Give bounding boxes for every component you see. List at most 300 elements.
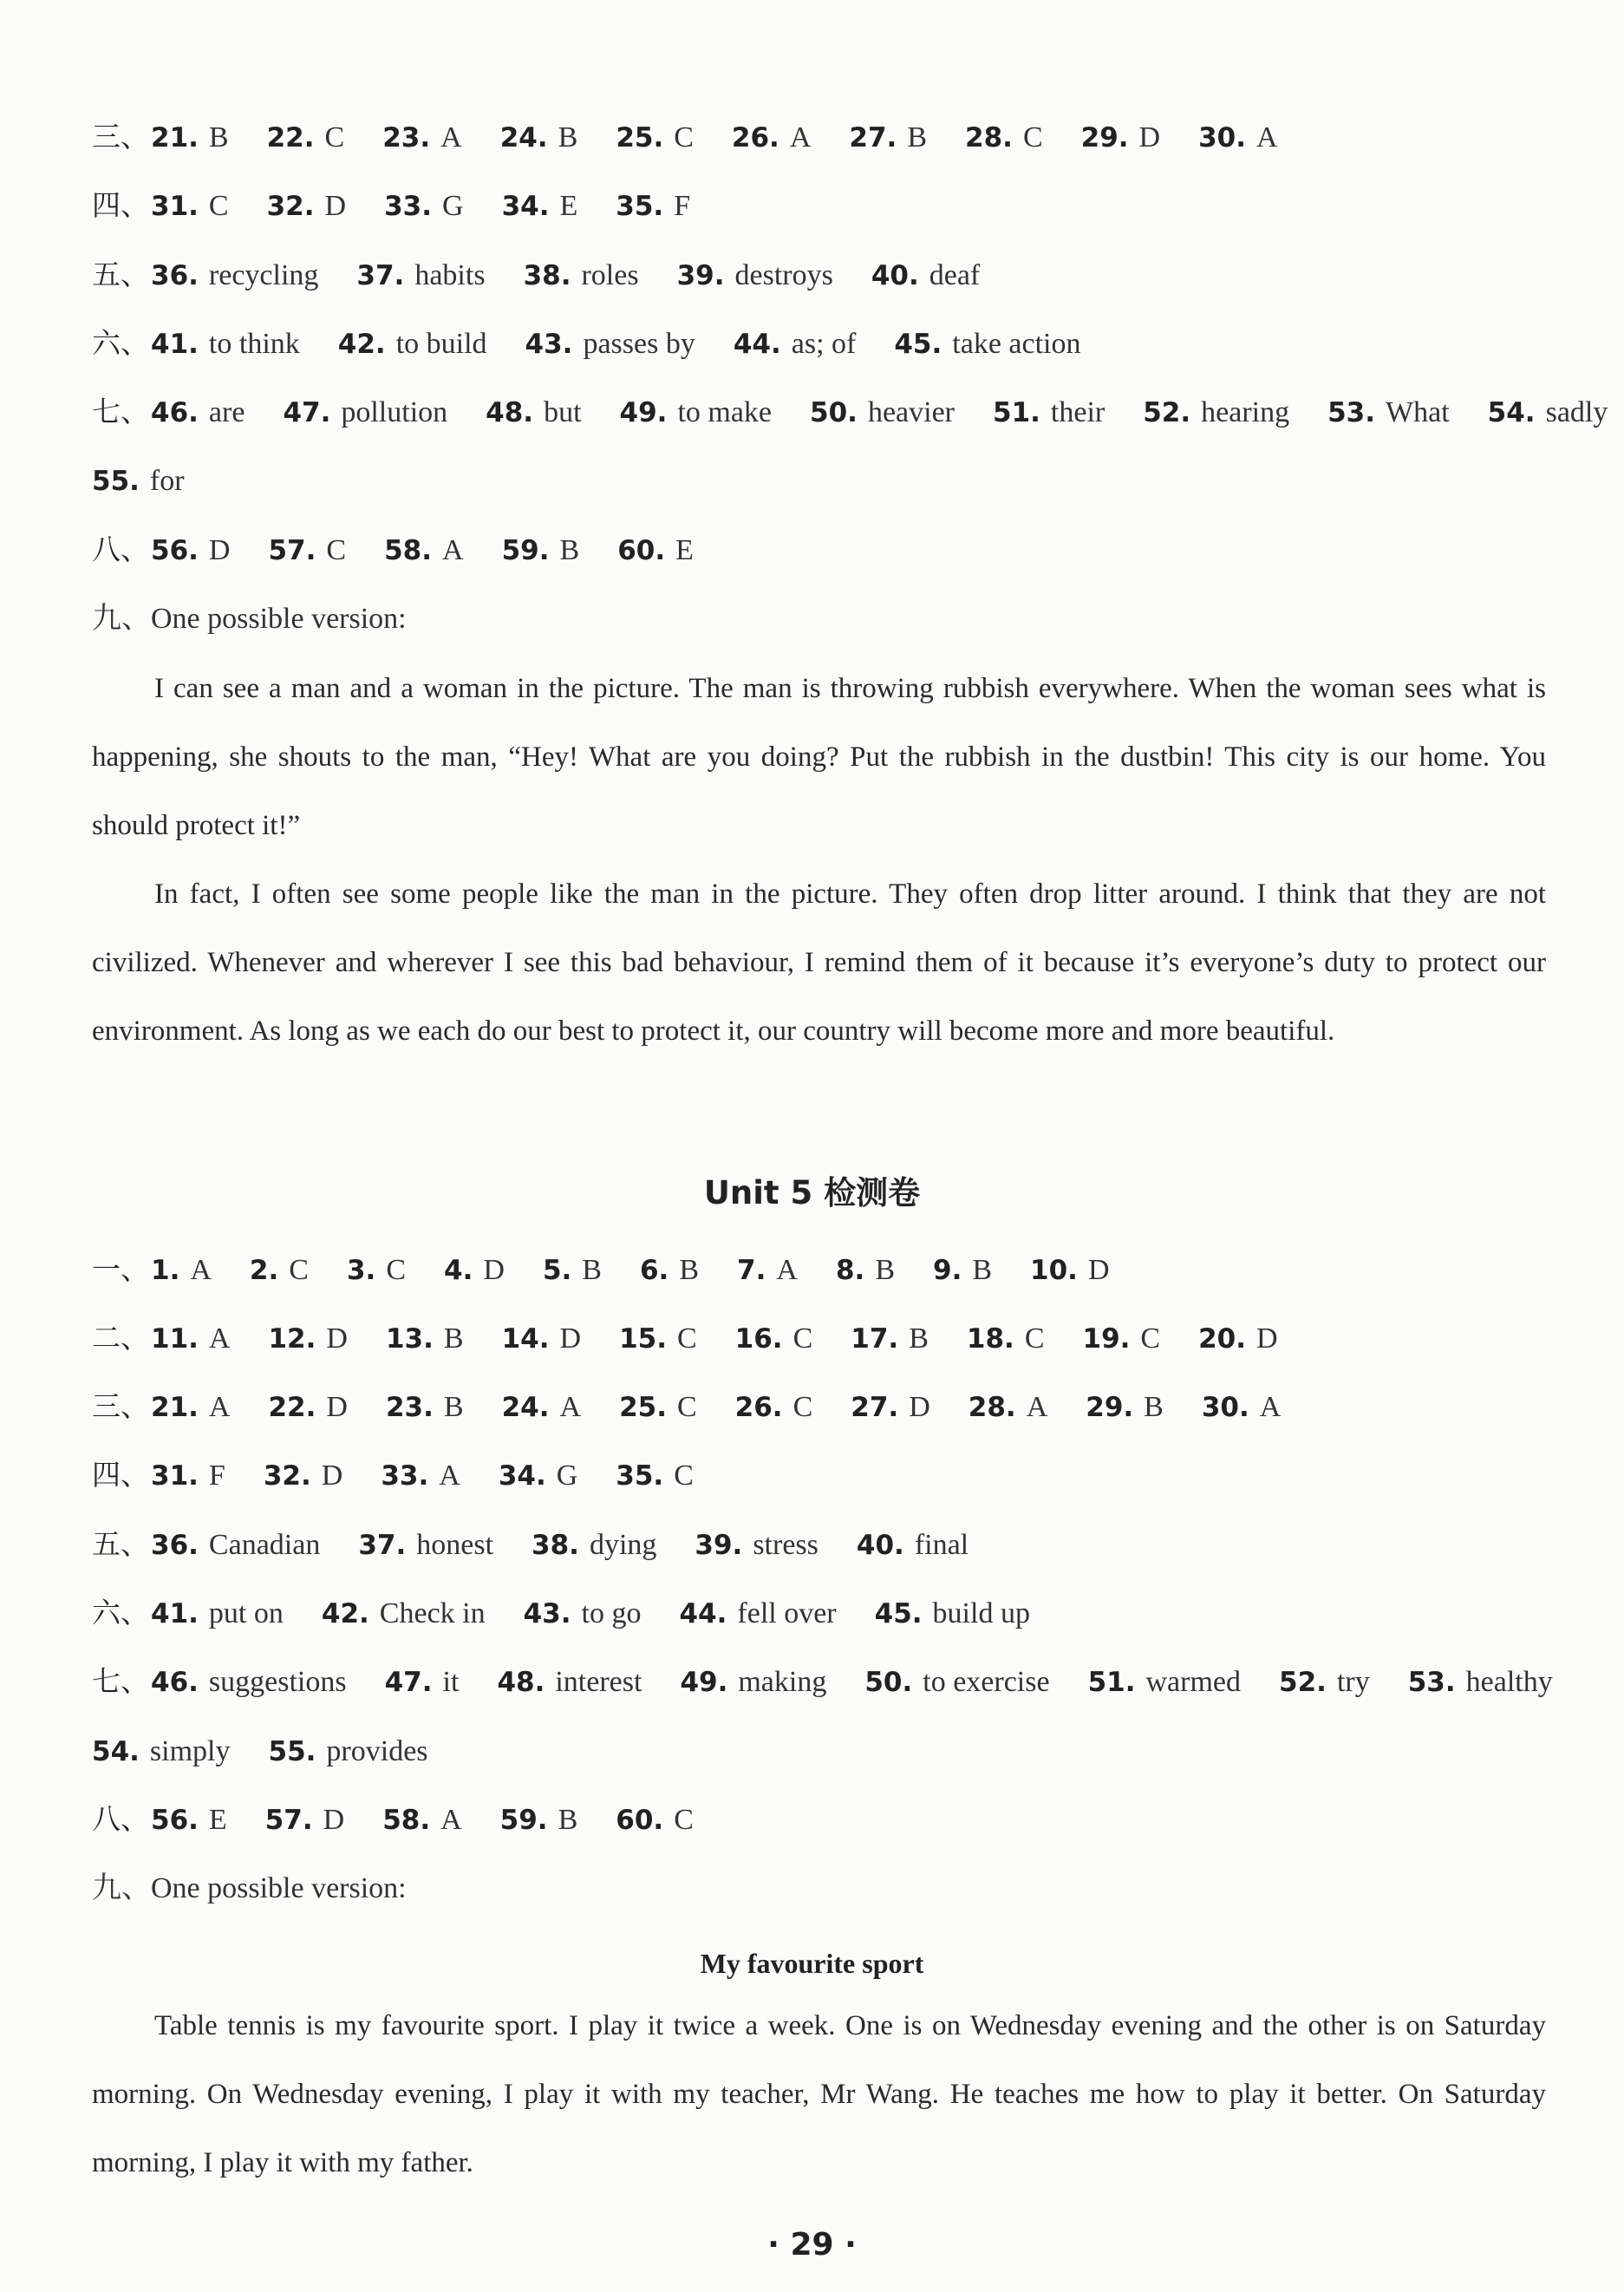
question-number: 43.: [525, 329, 573, 360]
question-number: 37.: [356, 260, 405, 291]
question-number: 17.: [851, 1323, 899, 1355]
answer-item: [151, 1321, 230, 1355]
answer-text: C: [386, 1254, 407, 1286]
answer-item: [735, 1321, 813, 1355]
question-number: 28.: [965, 122, 1013, 153]
answer-text: C: [676, 1322, 697, 1355]
answer-item: [382, 120, 461, 153]
answer-text: E: [208, 1804, 227, 1836]
answer-text: heavier: [867, 396, 955, 428]
answer-text: D: [208, 534, 231, 566]
answer-text: healthy: [1465, 1666, 1553, 1698]
answer-item: [381, 1458, 460, 1492]
answer-item: [735, 1389, 813, 1423]
answer-item: [857, 1527, 969, 1561]
answer-text: B: [208, 121, 229, 153]
p1-row-5: [92, 258, 1546, 293]
section-marker: 四、: [92, 1458, 149, 1492]
answer-item: [851, 1389, 929, 1423]
answer-item: [151, 1458, 225, 1492]
question-number: 24.: [501, 1392, 550, 1423]
answer-text: to think: [208, 328, 300, 360]
section-marker: 七、: [92, 395, 149, 428]
answer-item: [151, 258, 318, 291]
answer-item: [734, 326, 857, 360]
question-number: 33.: [381, 1460, 429, 1492]
answer-text: roles: [581, 259, 639, 291]
question-number: 22.: [266, 122, 315, 153]
answer-text: D: [1256, 1322, 1278, 1355]
p1-row-7-cont: [92, 463, 1546, 499]
answer-text: habits: [414, 259, 486, 291]
question-number: 36.: [151, 260, 199, 291]
question-number: 8.: [835, 1255, 865, 1286]
answer-text: A: [776, 1254, 798, 1286]
question-number: 48.: [486, 397, 534, 428]
question-number: 35.: [616, 1460, 664, 1492]
question-number: 33.: [384, 191, 433, 222]
answer-text: build up: [932, 1597, 1030, 1629]
section-marker: 一、: [92, 1252, 149, 1286]
answer-text: A: [1256, 121, 1278, 153]
question-number: 45.: [874, 1598, 923, 1629]
p1-row-3: [92, 120, 1546, 155]
question-number: 26.: [731, 122, 779, 153]
answer-item: [265, 1802, 344, 1836]
answer-text: A: [442, 534, 464, 566]
page-number: · 29 ·: [767, 2227, 857, 2263]
answer-item: [993, 395, 1105, 428]
answer-text: stress: [753, 1529, 819, 1561]
answer-text: A: [440, 121, 462, 153]
question-number: 27.: [849, 122, 897, 153]
answer-item: [1408, 1664, 1553, 1698]
answer-text: recycling: [208, 259, 319, 291]
answer-item: [680, 1664, 826, 1698]
answer-text: B: [558, 1804, 578, 1836]
question-number: 59.: [499, 1805, 548, 1836]
answer-text: B: [909, 1322, 929, 1355]
question-number: 20.: [1198, 1323, 1247, 1355]
answer-text: C: [1024, 1322, 1045, 1355]
question-number: 39.: [676, 260, 725, 291]
section-marker: 三、: [92, 1389, 149, 1423]
answer-text: put on: [208, 1597, 284, 1629]
answer-text: making: [738, 1666, 827, 1698]
question-number: 58.: [384, 535, 433, 566]
answer-text: D: [1138, 121, 1161, 153]
question-number: 56.: [151, 1805, 199, 1836]
section-marker: 八、: [92, 532, 149, 566]
answer-text: C: [1022, 121, 1043, 153]
question-number: 31.: [151, 1460, 199, 1492]
question-number: 49.: [680, 1667, 728, 1698]
p1-row-4: [92, 188, 1546, 224]
answer-item: [1327, 395, 1450, 428]
question-number: 36.: [151, 1530, 199, 1561]
answer-text: final: [914, 1529, 969, 1561]
question-number: 37.: [358, 1530, 407, 1561]
u5-row-6: [92, 1596, 1546, 1631]
question-number: 29.: [1086, 1392, 1134, 1423]
question-number: 39.: [695, 1530, 743, 1561]
question-number: 54.: [1487, 397, 1536, 428]
p1-essay-paragraph-2: In fact, I often see some people like the man in the picture. They often drop litter around. I think that they are not civilized. Whenever and wherever I see this bad behaviour, I remind them of it because it’s everyone’s duty to protect our environment. As long as we each do our best to protect it, our country will become more and more beautiful.: [92, 878, 1546, 1047]
answer-text: A: [1259, 1391, 1282, 1423]
answer-text: it: [442, 1666, 460, 1698]
answer-text: B: [443, 1391, 464, 1423]
answer-text: A: [208, 1391, 231, 1423]
answer-text: their: [1050, 396, 1105, 428]
answer-item: [616, 1458, 694, 1492]
answer-item: [875, 1596, 1030, 1629]
answer-item: [486, 395, 581, 428]
answer-text: fell over: [737, 1597, 837, 1629]
section-marker: 六、: [92, 1596, 149, 1629]
section-marker: 六、: [92, 326, 149, 360]
answer-item: [737, 1252, 798, 1286]
question-number: 55.: [92, 466, 140, 497]
answer-item: [268, 532, 346, 566]
section-marker: 八、: [92, 1802, 149, 1836]
question-number: 59.: [501, 535, 550, 566]
question-number: 24.: [499, 122, 548, 153]
question-number: 52.: [1143, 397, 1191, 428]
answer-text: B: [679, 1254, 700, 1286]
answer-item: [151, 188, 229, 222]
section-marker: 五、: [92, 258, 149, 291]
answer-item: [250, 1252, 309, 1286]
answer-item: [967, 1321, 1045, 1355]
question-number: 48.: [497, 1667, 545, 1698]
answer-item: [384, 188, 463, 222]
answer-item: [525, 326, 695, 360]
answer-text: C: [674, 1804, 694, 1836]
question-number: 22.: [268, 1392, 316, 1423]
answer-text: A: [559, 1391, 582, 1423]
question-number: 49.: [619, 397, 668, 428]
question-number: 40.: [871, 260, 919, 291]
answer-item: [532, 1527, 656, 1561]
answer-item: [269, 1734, 428, 1767]
answer-text: D: [326, 1391, 348, 1423]
question-number: 32.: [266, 191, 315, 222]
question-number: 7.: [737, 1255, 766, 1286]
answer-item: [151, 1596, 284, 1629]
question-number: 57.: [268, 535, 316, 566]
question-number: 51.: [993, 397, 1040, 428]
question-number: 34.: [501, 191, 550, 222]
u5-row-3: [92, 1389, 1546, 1425]
answer-item: [151, 1252, 212, 1286]
answer-item: [1488, 395, 1608, 428]
answer-item: [616, 188, 690, 222]
question-number: 26.: [734, 1392, 783, 1423]
answer-text: F: [208, 1459, 225, 1492]
question-number: 52.: [1279, 1667, 1327, 1698]
answer-text: to exercise: [923, 1666, 1050, 1698]
answer-item: [264, 1458, 342, 1492]
answer-item: [1198, 120, 1277, 153]
question-number: 50.: [810, 397, 858, 428]
answer-item: [385, 1664, 460, 1698]
question-number: 25.: [619, 1392, 667, 1423]
answer-text: D: [321, 1459, 343, 1492]
answer-text: B: [972, 1254, 993, 1286]
answer-item: [502, 1389, 581, 1423]
answer-text: deaf: [929, 259, 981, 291]
answer-text: C: [792, 1391, 813, 1423]
question-number: 31.: [151, 191, 199, 222]
question-number: 38.: [523, 260, 571, 291]
answer-item: [1086, 1389, 1164, 1423]
answer-item: [151, 532, 230, 566]
answer-text: D: [326, 1322, 348, 1355]
answer-item: [500, 120, 578, 153]
section-marker: 二、: [92, 1321, 149, 1355]
question-number: 42.: [337, 329, 386, 360]
answer-item: [268, 1389, 347, 1423]
answer-item: [151, 1389, 230, 1423]
answer-text: E: [559, 190, 578, 222]
answer-text: What: [1386, 396, 1450, 428]
answer-text: D: [324, 190, 347, 222]
question-number: 60.: [617, 535, 666, 566]
answer-text: C: [326, 534, 347, 566]
question-number: 56.: [151, 535, 199, 566]
answer-text: dying: [589, 1529, 657, 1561]
answer-item: [322, 1596, 486, 1629]
answer-item: [358, 1527, 493, 1561]
answer-text: for: [149, 465, 185, 497]
answer-item: [502, 1321, 581, 1355]
answer-text: A: [190, 1254, 212, 1286]
answer-item: [617, 532, 694, 566]
answer-item: [384, 532, 463, 566]
question-number: 54.: [92, 1736, 140, 1767]
question-number: 34.: [498, 1460, 546, 1492]
answer-text: to build: [395, 328, 487, 360]
answer-item: [851, 1321, 929, 1355]
answer-text: C: [208, 190, 229, 222]
answer-text: A: [208, 1322, 231, 1355]
answer-item: [616, 1802, 694, 1836]
answer-text: Canadian: [208, 1529, 321, 1561]
answer-text: D: [909, 1391, 930, 1423]
section-marker: 七、: [92, 1664, 149, 1698]
answer-text: B: [443, 1322, 464, 1355]
question-number: 14.: [501, 1323, 550, 1355]
question-number: 60.: [616, 1805, 664, 1836]
u5-row-1: [92, 1252, 1546, 1288]
answer-item: [444, 1252, 505, 1286]
u5-row-7: [92, 1664, 1553, 1700]
answer-item: [502, 532, 580, 566]
answer-item: [1198, 1321, 1277, 1355]
answer-item: [347, 1252, 406, 1286]
question-number: 45.: [894, 329, 942, 360]
question-number: 55.: [268, 1736, 316, 1767]
question-number: 58.: [382, 1805, 431, 1836]
answer-text: to make: [677, 396, 773, 428]
answer-item: [1088, 1664, 1241, 1698]
question-number: 30.: [1198, 122, 1247, 153]
u5-row-4: [92, 1458, 1546, 1493]
question-number: 25.: [616, 122, 664, 153]
u5-row-8: [92, 1802, 1546, 1838]
answer-item: [677, 258, 833, 291]
answer-item: [1279, 1664, 1370, 1698]
answer-text: D: [483, 1254, 505, 1286]
answer-item: [151, 1527, 320, 1561]
answer-item: [543, 1252, 602, 1286]
answer-item: [92, 1734, 231, 1767]
answer-text: pollution: [341, 396, 448, 428]
answer-text: honest: [416, 1529, 494, 1561]
question-number: 3.: [346, 1255, 376, 1286]
answer-item: [871, 258, 980, 291]
p1-essay-paragraph-1: I can see a man and a woman in the picture. The man is throwing rubbish everywhere. When the woman sees what is happening, she shouts to the man, “Hey! What are you doing? Put the rubbish in the dustbin! This city is our home. You should protect it!”: [92, 673, 1546, 841]
answer-item: [382, 1802, 461, 1836]
u5-row-7-cont: [92, 1734, 1546, 1769]
answer-item: [965, 120, 1043, 153]
question-number: 47.: [283, 397, 331, 428]
answer-text: as; of: [791, 328, 857, 360]
question-number: 35.: [616, 191, 664, 222]
answer-item: [810, 395, 955, 428]
answer-item: [386, 1389, 464, 1423]
question-number: 21.: [151, 122, 199, 153]
answer-text: A: [1026, 1391, 1048, 1423]
answer-item: [679, 1596, 836, 1629]
answer-text: E: [675, 534, 694, 566]
question-number: 53.: [1327, 397, 1376, 428]
answer-item: [864, 1664, 1049, 1698]
answer-item: [695, 1527, 818, 1561]
question-number: 38.: [532, 1530, 579, 1561]
answer-item: [268, 1321, 347, 1355]
answer-item: [1083, 1321, 1161, 1355]
answer-item: [619, 1389, 697, 1423]
question-number: 10.: [1030, 1255, 1078, 1286]
answer-item: [1081, 120, 1160, 153]
answer-item: [969, 1389, 1047, 1423]
answer-text: hearing: [1201, 396, 1290, 428]
question-number: 57.: [264, 1805, 313, 1836]
answer-text: take action: [952, 328, 1081, 360]
answer-item: [386, 1321, 464, 1355]
question-number: 29.: [1080, 122, 1129, 153]
answer-text: D: [559, 1322, 582, 1355]
answer-item: [151, 1664, 347, 1698]
answer-item: [1202, 1389, 1281, 1423]
answer-text: C: [676, 1391, 697, 1423]
section-marker: 三、: [92, 120, 149, 153]
answer-item: [338, 326, 487, 360]
section-marker: 四、: [92, 188, 149, 222]
answer-item: [151, 120, 229, 153]
answer-text: A: [789, 121, 812, 153]
answer-item: [151, 1802, 227, 1836]
answer-text: to go: [581, 1597, 642, 1629]
question-number: 32.: [263, 1460, 311, 1492]
answer-item: [732, 120, 811, 153]
p1-essay-label: 九、One possible version:: [92, 603, 407, 635]
question-number: 30.: [1201, 1392, 1249, 1423]
u5-row-2: [92, 1321, 1546, 1356]
answer-text: C: [674, 121, 694, 153]
answer-item: [499, 1458, 577, 1492]
answer-item: [1030, 1252, 1109, 1286]
question-number: 11.: [151, 1323, 199, 1355]
answer-text: B: [582, 1254, 602, 1286]
question-number: 4.: [444, 1255, 473, 1286]
answer-text: C: [289, 1254, 309, 1286]
u5-essay-title: My favourite sport: [700, 1948, 924, 1979]
answer-text: B: [559, 534, 580, 566]
question-number: 51.: [1087, 1667, 1136, 1698]
question-number: 1.: [151, 1255, 180, 1286]
question-number: 47.: [384, 1667, 433, 1698]
answer-item: [497, 1664, 642, 1698]
answer-item: [524, 258, 639, 291]
answer-item: [894, 326, 1080, 360]
question-number: 18.: [966, 1323, 1014, 1355]
u5-row-5: [92, 1527, 1546, 1563]
answer-item: [933, 1252, 992, 1286]
answer-text: provides: [326, 1735, 428, 1767]
question-number: 27.: [851, 1392, 899, 1423]
answer-item: [151, 395, 245, 428]
answer-text: passes by: [583, 328, 695, 360]
answer-text: C: [674, 1459, 694, 1492]
answer-item: [283, 395, 447, 428]
answer-text: B: [1144, 1391, 1164, 1423]
answer-text: D: [1087, 1254, 1110, 1286]
answer-text: G: [442, 190, 464, 222]
answer-item: [92, 463, 185, 497]
answer-text: C: [1140, 1322, 1161, 1355]
answer-item: [500, 1802, 578, 1836]
answer-text: are: [208, 396, 245, 428]
question-number: 43.: [523, 1598, 571, 1629]
answer-item: [267, 120, 345, 153]
question-number: 2.: [249, 1255, 279, 1286]
p1-row-7: [92, 395, 1608, 430]
answer-item: [151, 326, 300, 360]
answer-item: [356, 258, 485, 291]
question-number: 28.: [968, 1392, 1016, 1423]
section-marker: 五、: [92, 1527, 149, 1561]
p1-row-8: [92, 532, 1546, 568]
answer-text: B: [558, 121, 578, 153]
answer-text: Check in: [379, 1597, 486, 1629]
answer-item: [849, 120, 927, 153]
answer-text: warmed: [1145, 1666, 1242, 1698]
answer-text: F: [674, 190, 691, 222]
answer-text: D: [323, 1804, 345, 1836]
question-number: 5.: [542, 1255, 572, 1286]
answer-item: [640, 1252, 699, 1286]
u5-essay-paragraph-1: Table tennis is my favourite sport. I play it twice a week. One is on Wednesday evening and the other is on Saturday morning. On Wednesday evening, I play it with my teacher, Mr Wang. He teaches me how to play it better. On Saturday morning, I play it with my father.: [92, 2010, 1546, 2178]
question-number: 53.: [1407, 1667, 1456, 1698]
answer-item: [267, 188, 346, 222]
question-number: 44.: [679, 1598, 727, 1629]
answer-item: [619, 1321, 697, 1355]
u5-essay-label: 九、One possible version:: [92, 1872, 407, 1904]
question-number: 40.: [856, 1530, 904, 1561]
question-number: 50.: [864, 1667, 913, 1698]
